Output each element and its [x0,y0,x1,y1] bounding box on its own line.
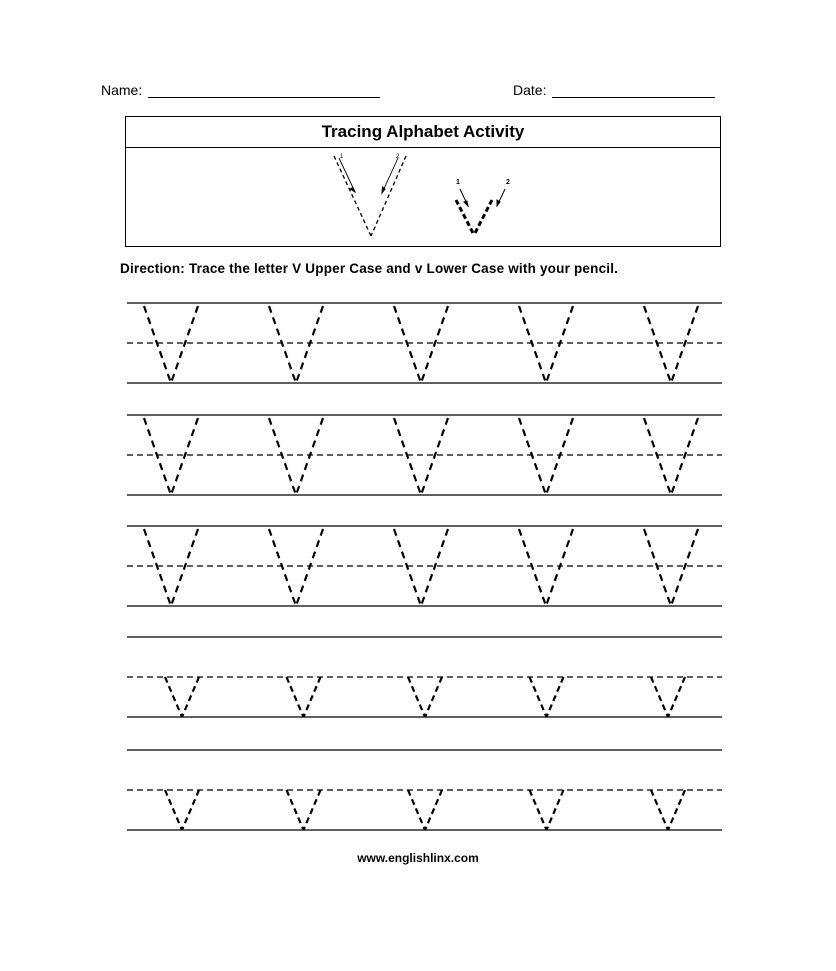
date-label: Date: [513,82,547,98]
trace-uppercase-v[interactable] [394,418,448,495]
trace-lowercase-v[interactable] [165,790,199,830]
upper-stroke-number-1: 1 [340,154,344,160]
trace-lowercase-v[interactable] [408,677,442,717]
worksheet-title: Tracing Alphabet Activity [126,117,720,148]
trace-uppercase-v[interactable] [644,418,698,495]
name-label: Name: [101,82,143,98]
lower-stroke-number-1: 1 [456,179,460,186]
trace-lowercase-v[interactable] [165,677,199,717]
lower-stroke-number-2: 2 [506,179,510,186]
trace-lowercase-v[interactable] [530,790,564,830]
trace-uppercase-v[interactable] [519,418,573,495]
trace-uppercase-v[interactable] [644,529,698,606]
trace-uppercase-v[interactable] [144,529,198,606]
trace-uppercase-v[interactable] [644,306,698,383]
trace-lowercase-v[interactable] [530,677,564,717]
footer-url: www.englishlinx.com [357,851,479,865]
trace-uppercase-v[interactable] [519,306,573,383]
upper-stroke-number-2: 2 [396,154,400,160]
trace-uppercase-v[interactable] [269,418,323,495]
trace-lowercase-v[interactable] [287,677,321,717]
trace-uppercase-v[interactable] [144,306,198,383]
trace-lowercase-v[interactable] [408,790,442,830]
trace-uppercase-v[interactable] [519,529,573,606]
trace-uppercase-v[interactable] [394,529,448,606]
trace-uppercase-v[interactable] [394,306,448,383]
trace-lowercase-v[interactable] [287,790,321,830]
direction-text: Direction: Trace the letter V Upper Case and v Lower Case with your pencil. [120,261,619,276]
trace-uppercase-v[interactable] [269,529,323,606]
trace-uppercase-v[interactable] [144,418,198,495]
trace-uppercase-v[interactable] [269,306,323,383]
trace-lowercase-v[interactable] [651,790,685,830]
trace-lowercase-v[interactable] [651,677,685,717]
